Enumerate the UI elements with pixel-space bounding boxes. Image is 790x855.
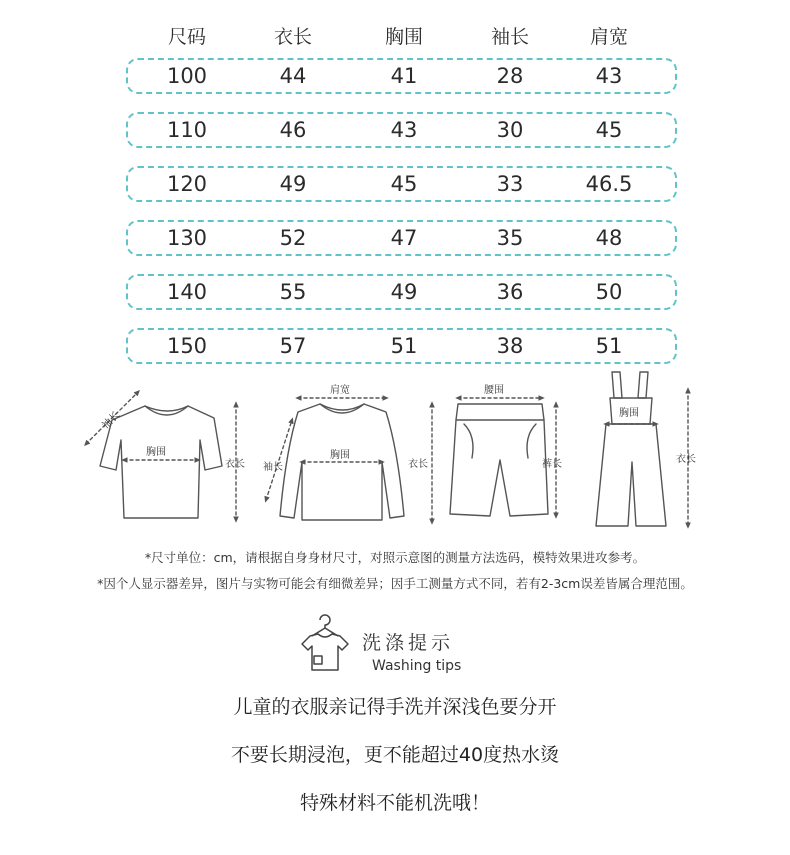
washing-tip-line: 特殊材料不能机洗哦！ (299, 792, 490, 814)
cell-chest: 51 (390, 334, 418, 358)
tshirt-length-label: 衣长 (225, 459, 245, 470)
sweater-shoulder-label: 肩宽 (330, 385, 350, 396)
cell-length: 46 (279, 118, 307, 142)
cell-sleeve: 28 (496, 64, 524, 88)
tshirt-chest-label: 胸围 (146, 447, 166, 458)
disclaimer-note: *因个人显示器差异，图片与实物可能会有细微差异；因手工测量方式不同，若有2-3cm误差皆属合理范围。 (97, 576, 693, 591)
cell-shoulder: 43 (595, 64, 623, 88)
cell-shoulder: 45 (595, 118, 623, 142)
washing-tips-subtitle: Washing tips (372, 658, 462, 674)
pants-waist-label: 腰围 (484, 385, 504, 396)
cell-sleeve: 38 (496, 334, 524, 358)
overall-length-label: 衣长 (676, 454, 696, 465)
washing-tip-line: 不要长期浸泡，更不能超过40度热水烫 (230, 744, 560, 766)
header-length: 衣长 (273, 26, 313, 48)
cell-size: 120 (166, 172, 208, 196)
tshirt-sleeve-label: 袖长 (100, 409, 123, 432)
overall-chest-label: 胸围 (619, 408, 639, 419)
pants-length-label: 裤长 (542, 459, 562, 470)
cell-size: 130 (166, 226, 208, 250)
cell-sleeve: 30 (496, 118, 524, 142)
cell-length: 49 (279, 172, 307, 196)
size-note: *尺寸单位：cm，请根据自身身材尺寸，对照示意图的测量方法选码，模特效果进攻参考。 (144, 550, 646, 565)
header-chest: 胸围 (384, 26, 424, 48)
pants-icon (450, 384, 562, 516)
cell-shoulder: 46.5 (585, 172, 633, 196)
cell-shoulder: 50 (595, 280, 623, 304)
sweater-icon (263, 383, 432, 522)
cell-chest: 45 (390, 172, 418, 196)
cell-size: 100 (166, 64, 208, 88)
cell-size: 110 (166, 118, 208, 142)
washing-tips-title: 洗涤提示 (362, 632, 455, 654)
header-shoulder: 肩宽 (589, 26, 629, 48)
header-size: 尺码 (167, 26, 207, 48)
cell-chest: 43 (390, 118, 418, 142)
cell-length: 44 (279, 64, 307, 88)
cell-shoulder: 48 (595, 226, 623, 250)
cell-sleeve: 36 (496, 280, 524, 304)
cell-sleeve: 35 (496, 226, 524, 250)
cell-chest: 47 (390, 226, 418, 250)
cell-size: 140 (166, 280, 208, 304)
cell-length: 57 (279, 334, 307, 358)
hanger-shirt-icon (290, 614, 354, 678)
cell-chest: 41 (390, 64, 418, 88)
sweater-chest-label: 胸围 (330, 450, 350, 461)
cell-length: 52 (279, 226, 307, 250)
sweater-length-label: 衣长 (408, 459, 428, 470)
cell-sleeve: 33 (496, 172, 524, 196)
cell-size: 150 (166, 334, 208, 358)
washing-tip-line: 儿童的衣服亲记得手洗并深浅色要分开 (233, 696, 557, 718)
cell-length: 55 (279, 280, 307, 304)
overalls-icon (596, 372, 696, 526)
cell-shoulder: 51 (595, 334, 623, 358)
header-sleeve: 袖长 (490, 26, 530, 48)
tshirt-icon (86, 392, 245, 520)
sweater-sleeve-label: 袖长 (263, 462, 283, 473)
cell-chest: 49 (390, 280, 418, 304)
